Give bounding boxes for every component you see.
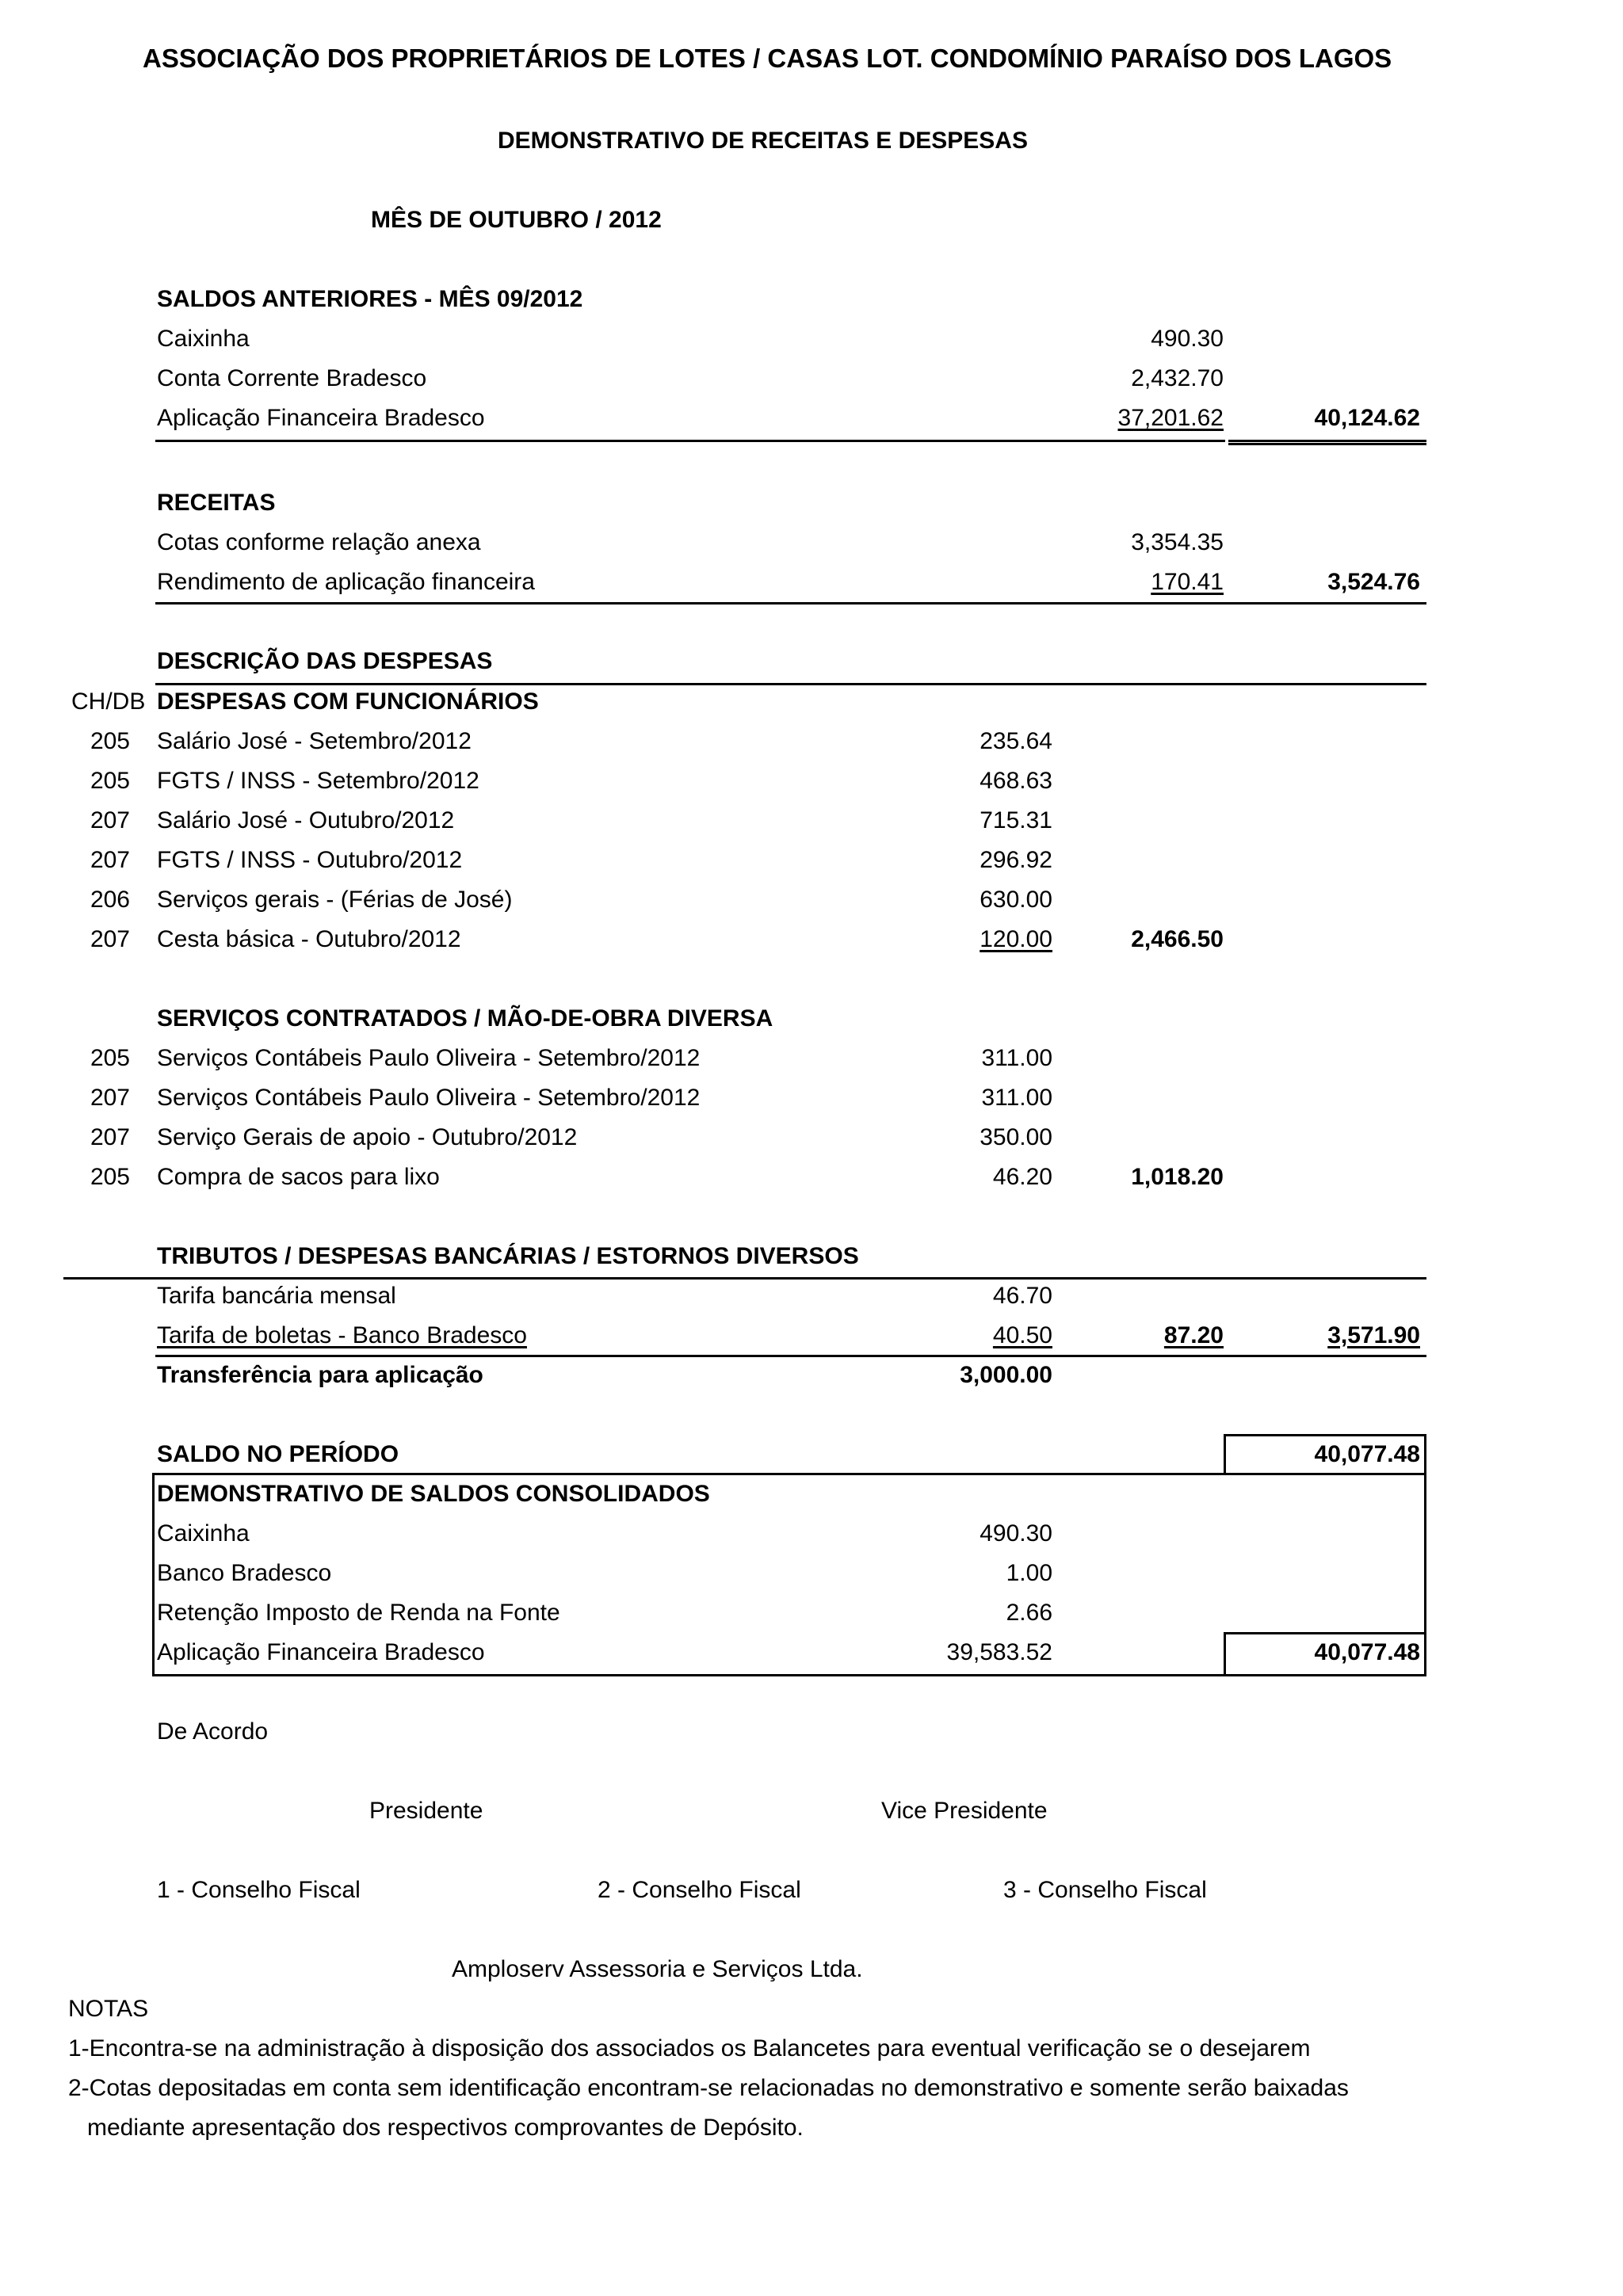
divider-line [155,683,1426,685]
previous-balance-value: 490.30 [1151,326,1224,352]
cheque-number: 207 [90,1085,130,1111]
company-name: Amploserv Assessoria e Serviços Ltda. [452,1956,863,1982]
previous-balance-value: 37,201.62 [1117,405,1224,431]
previous-balance-label: Aplicação Financeira Bradesco [157,405,485,431]
expense-label: Serviços Contábeis Paulo Oliveira - Setembro/2012 [157,1045,701,1071]
cheque-number: 207 [90,847,130,873]
expense-value: 40.50 [992,1322,1052,1348]
association-title: ASSOCIAÇÃO DOS PROPRIETÁRIOS DE LOTES / CASAS LOT. CONDOMÍNIO PARAÍSO DOS LAGOS [143,44,1392,73]
revenue-value: 170.41 [1151,569,1224,595]
council-1-signature: 1 - Conselho Fiscal [157,1877,361,1903]
cheque-number: 205 [90,1045,130,1071]
expense-label: Tarifa de boletas - Banco Bradesco [157,1322,527,1348]
taxes-title: TRIBUTOS / DESPESAS BANCÁRIAS / ESTORNOS DIVERSOS [157,1243,859,1269]
staff-subtotal: 2,466.50 [1131,926,1224,952]
vice-president-signature: Vice Presidente [881,1798,1048,1824]
total-expenses: 3,571.90 [1327,1322,1420,1348]
report-month: MÊS DE OUTUBRO / 2012 [371,207,662,233]
transfer-value: 3,000.00 [960,1362,1052,1388]
expenses-title: DESCRIÇÃO DAS DESPESAS [157,648,493,674]
expense-label: Cesta básica - Outubro/2012 [157,926,461,952]
agreement-text: De Acordo [157,1718,269,1745]
cheque-number: 207 [90,1124,130,1150]
expense-label: Salário José - Setembro/2012 [157,728,472,754]
consolidated-label: Retenção Imposto de Renda na Fonte [157,1600,560,1626]
double-underline [1228,440,1426,445]
expense-value: 468.63 [980,768,1052,794]
consolidated-value: 490.30 [980,1520,1052,1547]
revenues-total: 3,524.76 [1327,569,1420,595]
expense-value: 120.00 [980,926,1052,952]
president-signature: Presidente [369,1798,483,1824]
note-2: 2-Cotas depositadas em conta sem identificação encontram-se relacionadas no demonstrativo e somente serão baixadas [68,2075,1349,2101]
expense-label: Serviços Contábeis Paulo Oliveira - Setembro/2012 [157,1085,701,1111]
previous-balances-total: 40,124.62 [1314,405,1420,431]
revenue-label: Rendimento de aplicação financeira [157,569,535,595]
expense-value: 46.70 [992,1283,1052,1309]
expense-value: 630.00 [980,887,1052,913]
previous-balances-title: SALDOS ANTERIORES - MÊS 09/2012 [157,286,583,312]
expense-value: 311.00 [981,1085,1052,1111]
cheque-number: 207 [90,807,130,833]
expense-value: 715.31 [980,807,1052,833]
period-balance-label: SALDO NO PERÍODO [157,1441,399,1467]
cheque-number: 207 [90,926,130,952]
taxes-subtotal: 87.20 [1163,1322,1224,1348]
expense-label: Salário José - Outubro/2012 [157,807,455,833]
notes-title: NOTAS [68,1996,149,2022]
cheque-number: 205 [90,768,130,794]
transfer-label: Transferência para aplicação [157,1362,483,1388]
previous-balance-value: 2,432.70 [1131,365,1224,391]
expense-label: FGTS / INSS - Outubro/2012 [157,847,463,873]
consolidated-label: Banco Bradesco [157,1560,332,1586]
period-balance-value: 40,077.48 [1314,1441,1420,1467]
divider-line [155,602,1426,605]
expense-label: FGTS / INSS - Setembro/2012 [157,768,479,794]
note-1: 1-Encontra-se na administração à disposição dos associados os Balancetes para eventual verificação se o desejarem [68,2035,1311,2061]
expense-label: Tarifa bancária mensal [157,1283,396,1309]
staff-expenses-title: DESPESAS COM FUNCIONÁRIOS [157,688,539,715]
report-title: DEMONSTRATIVO DE RECEITAS E DESPESAS [498,128,1028,154]
consolidated-label: Caixinha [157,1520,250,1547]
consolidated-total: 40,077.48 [1314,1639,1420,1665]
services-subtotal: 1,018.20 [1131,1164,1224,1190]
divider-line [155,1355,1426,1357]
consolidated-title: DEMONSTRATIVO DE SALDOS CONSOLIDADOS [157,1481,710,1507]
previous-balance-label: Conta Corrente Bradesco [157,365,427,391]
note-2-continuation: mediante apresentação dos respectivos comprovantes de Depósito. [87,2115,804,2141]
consolidated-value: 1.00 [1006,1560,1052,1586]
expense-label: Serviço Gerais de apoio - Outubro/2012 [157,1124,578,1150]
consolidated-value: 39,583.52 [946,1639,1052,1665]
divider-line [155,440,1225,442]
council-2-signature: 2 - Conselho Fiscal [598,1877,801,1903]
expense-value: 235.64 [980,728,1052,754]
ch-db-header: CH/DB [71,688,146,715]
services-title: SERVIÇOS CONTRATADOS / MÃO-DE-OBRA DIVERSA [157,1005,773,1032]
expense-label: Compra de sacos para lixo [157,1164,440,1190]
expense-label: Serviços gerais - (Férias de José) [157,887,513,913]
consolidated-label: Aplicação Financeira Bradesco [157,1639,485,1665]
consolidated-value: 2.66 [1006,1600,1052,1626]
divider-line [63,1277,1426,1280]
cheque-number: 205 [90,1164,130,1190]
revenue-label: Cotas conforme relação anexa [157,529,481,555]
revenue-value: 3,354.35 [1131,529,1224,555]
expense-value: 350.00 [980,1124,1052,1150]
expense-value: 311.00 [981,1045,1052,1071]
council-3-signature: 3 - Conselho Fiscal [1003,1877,1207,1903]
previous-balance-label: Caixinha [157,326,250,352]
cheque-number: 205 [90,728,130,754]
expense-value: 46.20 [992,1164,1052,1190]
revenues-title: RECEITAS [157,490,276,516]
expense-value: 296.92 [980,847,1052,873]
cheque-number: 206 [90,887,130,913]
